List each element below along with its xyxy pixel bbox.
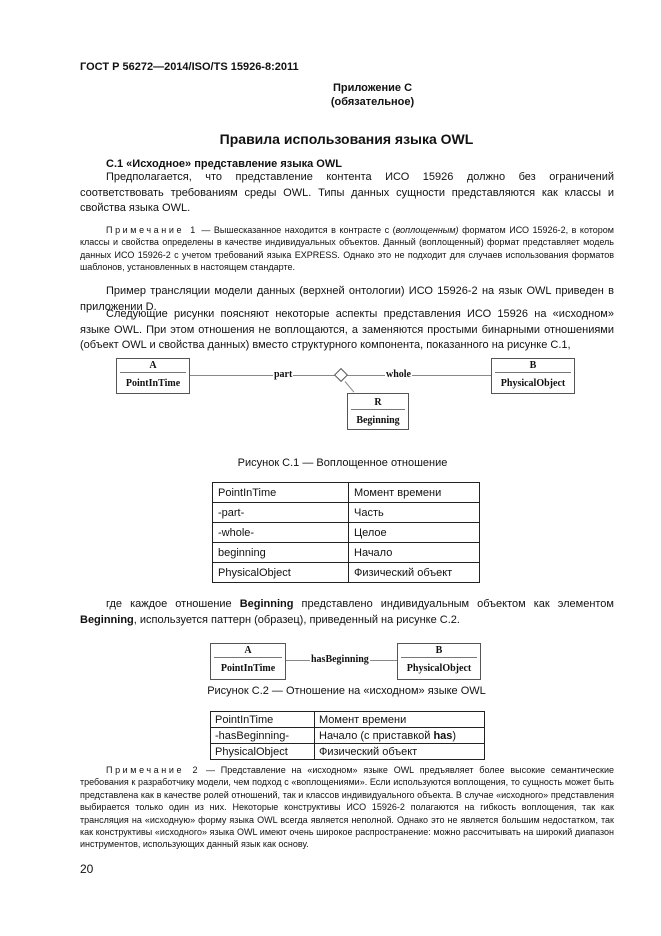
running-header: ГОСТ Р 56272—2014/ISO/TS 15926-8:2011 [80,61,299,73]
aggregation-diamond-icon [334,368,348,382]
paragraph-1: Предполагается, что представление контента ИСО 15926 должно без ограничений соответствовать требованиям среды OWL. Типы данных сущности представляются как классы и свойства языка OWL. [80,171,614,215]
appendix-title: Приложение С [332,82,413,94]
section-heading: С.1 «Исходное» представление языка OWL [106,158,342,170]
table-row: PointInTime Момент времени [211,712,485,728]
page-title: Правила использования языка OWL [219,131,474,147]
note-2: Примечание 2 — Представление на «исходном» языке OWL предъявляет более высокие семантические требования к разработчику модели, чем подход с «воплощениями». Если используются воплощения, то сущность может быть представлена как в качестве ролей отношений, так и классов индивидуального объекта. В случае «исходного» представления выбирается только один из них. Некоторые конструктивы ИСО 15926-2 полагаются на гибкость воплощения, так как трансляция на «исходную» форму языка OWL всегда является неполной. Однако это не является большим недостатком, так как конструктивы «исходного» языка OWL имеют очень широкое распространение: можно рассчитывать на широкий диапазон инструментов, использующих данный язык как основу. [80,765,614,850]
note-1 [80,224,614,274]
whole-label: whole [386,369,411,380]
note-text: — Вышесказанное находится в контрасте с ( [197,225,396,235]
uml-class-b: B PhysicalObject [491,358,575,394]
uml-class-a: A PointInTime [116,358,190,394]
part-label: part [274,369,293,380]
note-text: форматом ИСО 15926-2, в котором классы и свойства определены в качестве индивидуальных объектов. Данный (воплощенный) формат представляет модель данных ИСО 15926-2 с учетом требований языка EXPRESS. Однако это не подходит для случаев использования форматов шаблонов, установленных в настоящем стандарте. [80,225,614,273]
table-1 [212,482,480,583]
table-row: PhysicalObject Физический объект [211,744,485,760]
table-row: PhysicalObject Физический объект [213,563,480,583]
paragraph-3: Следующие рисунки поясняют некоторые аспекты представления ИСО 15926 на «исходном» языке OWL. При этом отношения не воплощаются, а заменяются простыми бинарными отношениями (объект OWL и свойства данных) вместо структурного компонента, показанного на рисунке С.1, [80,308,614,352]
table-row: -part- Часть [213,503,480,523]
uml-class-b: B PhysicalObject [397,643,481,680]
table-row: PointInTime Момент времени [213,483,480,503]
table-2 [210,711,485,760]
table-row: -whole- Целое [213,523,480,543]
paragraph-2: Пример трансляции модели данных (верхней онтологии) ИСО 15926-2 на язык OWL приведен в приложении D. [80,285,614,313]
page-number: 20 [80,862,94,876]
paragraph-4: где каждое отношение Beginning представлено индивидуальным объектом как элементом Beginning, используется паттерн (образец), приведенный на рисунке С.2. [80,598,614,626]
table-row: -hasBeginning- Начало (с приставкой has) [211,728,485,744]
uml-class-a: A PointInTime [210,643,286,680]
note-italic: воплощенным) [395,225,459,235]
appendix-status: (обязательное) [330,96,415,108]
figure-c2-caption: Рисунок С.2 — Отношение на «исходном» языке OWL [207,685,486,697]
note-label: Примечание 1 [106,225,198,235]
uml-class-r: R Beginning [347,393,409,430]
table-row: beginning Начало [213,543,480,563]
figure-c1-caption: Рисунок С.1 — Воплощенное отношение [237,457,448,469]
has-beginning-label: hasBeginning [311,654,369,665]
